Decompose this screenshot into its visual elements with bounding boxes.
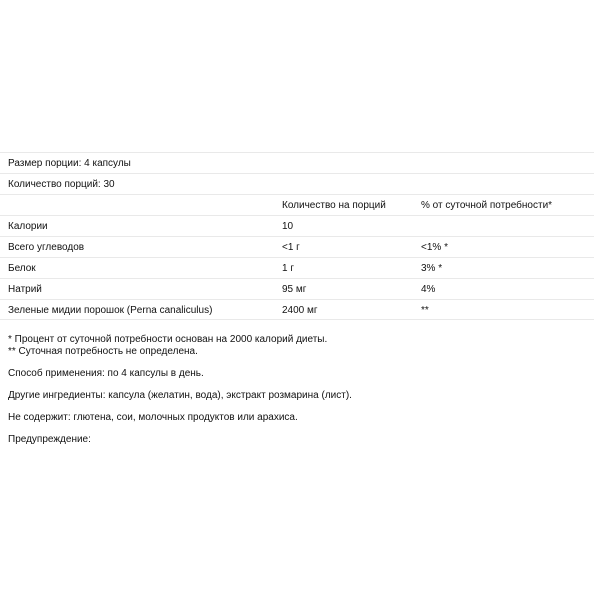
nutrient-name: Зеленые мидии порошок (Perna canaliculus) <box>8 305 213 316</box>
nutrient-name: Всего углеводов <box>8 242 85 253</box>
daily-value-header: % от суточной потребности* <box>421 200 553 211</box>
footnote-not-established: ** Суточная потребность не определена. <box>8 346 198 357</box>
amount-header: Количество на порций <box>282 200 386 211</box>
table-row <box>0 257 594 278</box>
table-row <box>0 278 594 299</box>
nutrient-daily-value: 4% <box>421 284 436 295</box>
serving-size: Размер порции: 4 капсулы <box>8 158 131 169</box>
table-header-row <box>0 194 594 215</box>
nutrient-daily-value: 3% * <box>421 263 443 274</box>
table-row <box>0 299 594 320</box>
does-not-contain: Не содержит: глютена, сои, молочных продуктов или арахиса. <box>8 412 298 423</box>
nutrient-name: Натрий <box>8 284 42 295</box>
nutrient-amount: 10 <box>282 221 294 232</box>
nutrient-amount: 1 г <box>282 263 294 274</box>
serving-size-row <box>0 152 594 173</box>
nutrient-name: Белок <box>8 263 36 274</box>
table-row <box>0 236 594 257</box>
label-notes <box>8 334 588 446</box>
nutrient-amount: <1 г <box>282 242 300 253</box>
footnote-daily-value-basis: * Процент от суточной потребности основан на 2000 калорий диеты. <box>8 334 328 345</box>
nutrient-amount: 95 мг <box>282 284 307 295</box>
nutrient-name: Калории <box>8 221 48 232</box>
nutrient-daily-value: ** <box>421 305 429 316</box>
table-row <box>0 215 594 236</box>
nutrient-daily-value: <1% * <box>421 242 448 253</box>
supplement-facts-table <box>0 152 594 320</box>
servings-per-container-row <box>0 173 594 194</box>
servings-per-container: Количество порций: 30 <box>8 179 115 190</box>
nutrient-amount: 2400 мг <box>282 305 318 316</box>
directions: Способ применения: по 4 капсулы в день. <box>8 368 204 379</box>
warning: Предупреждение: <box>8 434 91 445</box>
other-ingredients: Другие ингредиенты: капсула (желатин, вода), экстракт розмарина (лист). <box>8 390 352 401</box>
